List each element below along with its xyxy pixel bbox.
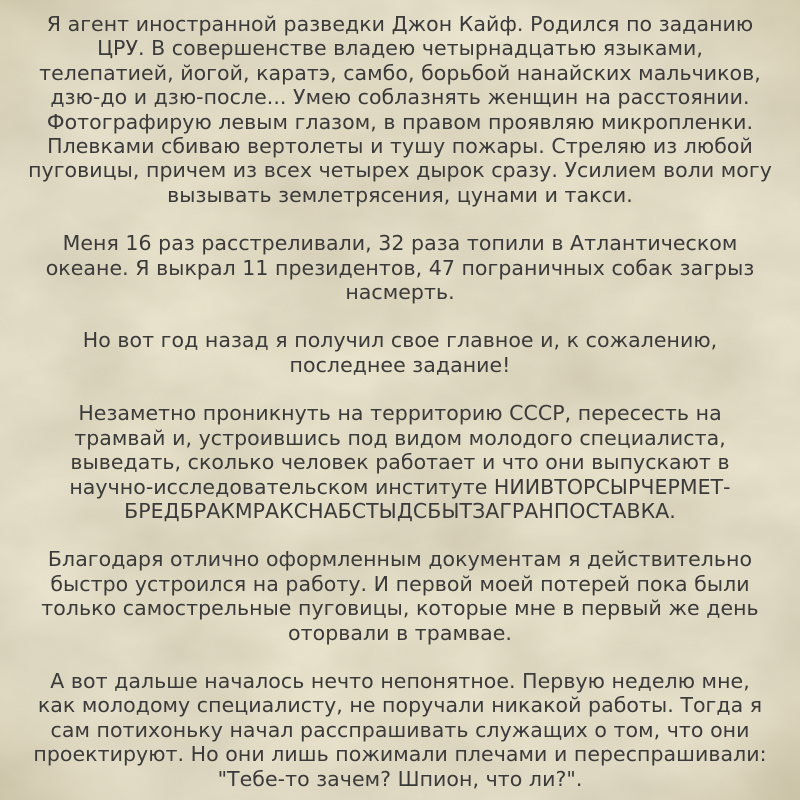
text-line: насмерть. [345,280,455,305]
text-line: пуговицы, причем из всех четырех дырок сразу. Усилием воли могу [28,158,772,183]
text-line: Плевками сбиваю вертолеты и тушу пожары. Стреляю из любой [47,134,753,159]
text-line: последнее задание! [289,352,511,377]
text-line: телепатией, йогой, каратэ, самбо, борьбой нанайских мальчиков, [39,60,761,85]
text-line: проектируют. Но они лишь пожимали плечами и переспрашивали: [33,742,767,767]
text-line: трамвай и, устроившись под видом молодого специалиста, [74,425,726,450]
paragraph [0,12,800,207]
text-line: Фотографирую левым глазом, в правом проявляю микропленки. [46,109,754,134]
text-line: Но вот год назад я получил свое главное и, к сожалению, [82,328,718,353]
text-line: только самострельные пуговицы, которые мне в первый же день [41,596,759,621]
text-line: выведать, сколько человек работает и что они выпускают в [70,450,730,475]
text-line: Благодаря отлично оформленным документам я действительно [47,547,753,572]
article-text [0,12,800,800]
text-line: Меня 16 раз расстреливали, 32 раза топили в Атлантическом [62,231,738,256]
text-line: А вот дальше началось нечто непонятное. Первую неделю мне, [50,668,750,693]
text-line: Я агент иностранной разведки Джон Кайф. Родился по заданию [46,12,754,36]
text-line: БРЕДБРАКМРАКСНАБСТЫДСБЫТЗАГРАНПОСТАВКА. [124,498,676,523]
text-line: сам потихоньку начал расспрашивать служащих о том, что они [50,717,750,742]
text-line: ЦРУ. В совершенстве владею четырнадцатью языками, [97,36,703,61]
text-line: океане. Я выкрал 11 президентов, 47 пограничных собак загрыз [45,255,755,280]
paragraph [0,328,800,377]
text-line: быстро устроился на работу. И первой моей потерей пока были [50,571,750,596]
paragraph [0,401,800,523]
paragraph [0,231,800,304]
text-line: вызывать землетрясения, цунами и такси. [167,182,633,207]
text-line: научно-исследовательском институте НИИВТОРСЫРЧЕРМЕТ- [69,474,731,499]
text-line: как молодому специалисту, не поручали никакой работы. Тогда я [37,693,763,718]
text-line: Незаметно проникнуть на территорию СССР, пересесть на [78,401,722,426]
text-line: "Тебе-то зачем? Шпион, что ли?". [217,766,583,791]
text-line: дзю-до и дзю-после... Умею соблазнять женщин на расстоянии. [50,85,750,110]
text-line: оторвали в трамвае. [288,620,512,645]
paragraph [0,547,800,645]
paragraph [0,669,800,791]
